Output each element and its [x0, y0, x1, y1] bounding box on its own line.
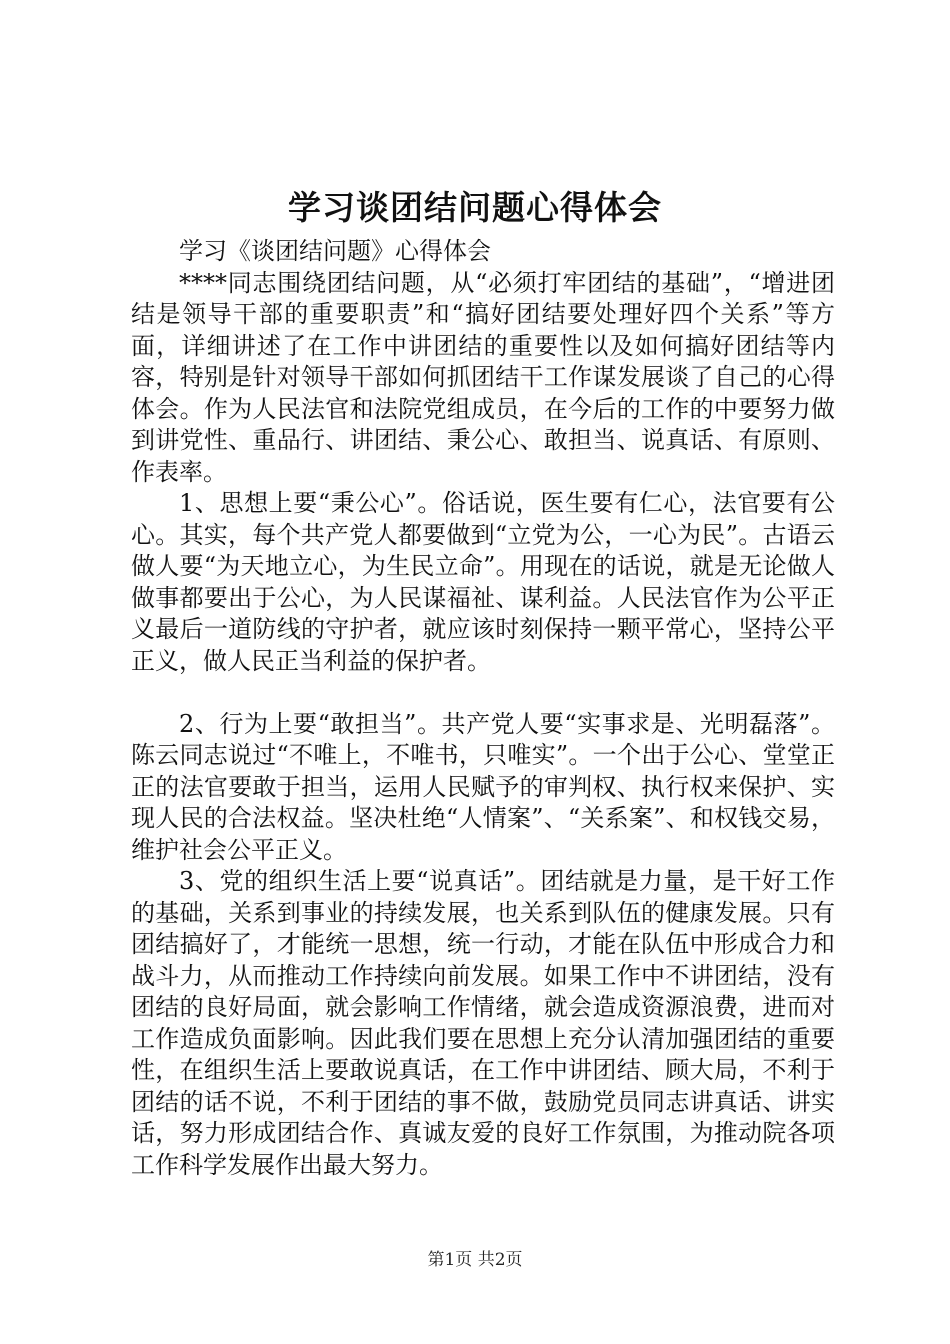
paragraph-spacer [131, 677, 835, 709]
document-body [131, 236, 835, 1181]
paragraph-subtitle: 学习《谈团结问题》心得体会 [179, 237, 491, 265]
page-footer: 第1页 共2页 [427, 1250, 523, 1270]
paragraph-point-1: 1、思想上要“秉公心”。俗话说，医生要有仁心，法官要有公心。其实，每个共产党人都要做到“立党为公，一心为民”。古语云做人要“为天地立心，为生民立命”。用现在的话说，就是无论做人做事都要出于公心，为人民谋福祉、谋利益。人民法官作为公平正义最后一道防线的守护者，就应该时刻保持一颗平常心，坚持公平正义，做人民正当利益的保护者。 [131, 489, 835, 675]
paragraph-point-3: 3、党的组织生活上要“说真话”。团结就是力量，是干好工作的基础，关系到事业的持续发展，也关系到队伍的健康发展。只有团结搞好了，才能统一思想，统一行动，才能在队伍中形成合力和战斗力，从而推动工作持续向前发展。如果工作中不讲团结，没有团结的良好局面，就会影响工作情绪，就会造成资源浪费，进而对工作造成负面影响。因此我们要在思想上充分认清加强团结的重要性，在组织生活上要敢说真话，在工作中讲团结、顾大局，不利于团结的话不说，不利于团结的事不做，鼓励党员同志讲真话、讲实话，努力形成团结合作、真诚友爱的良好工作氛围，为推动院各项工作科学发展作出最大努力。 [131, 867, 835, 1179]
paragraph-point-2: 2、行为上要“敢担当”。共产党人要“实事求是、光明磊落”。陈云同志说过“不唯上，不唯书，只唯实”。一个出于公心、堂堂正正的法官要敢于担当，运用人民赋予的审判权、执行权来保护、实现人民的合法权益。坚决杜绝“人情案”、“关系案”、和权钱交易，维护社会公平正义。 [131, 709, 835, 864]
document-title: 学习谈团结问题心得体会 [288, 188, 662, 227]
paragraph-intro: ****同志围绕团结问题，从“必须打牢团结的基础”，“增进团结是领导干部的重要职责”和“搞好团结要处理好四个关系”等方面，详细讲述了在工作中讲团结的重要性以及如何搞好团结等内容，特别是针对领导干部如何抓团结干工作谋发展谈了自己的心得体会。作为人民法官和法院党组成员，在今后的工作的中要努力做到讲党性、重品行、讲团结、秉公心、敢担当、说真话、有原则、作表率。 [131, 268, 835, 486]
